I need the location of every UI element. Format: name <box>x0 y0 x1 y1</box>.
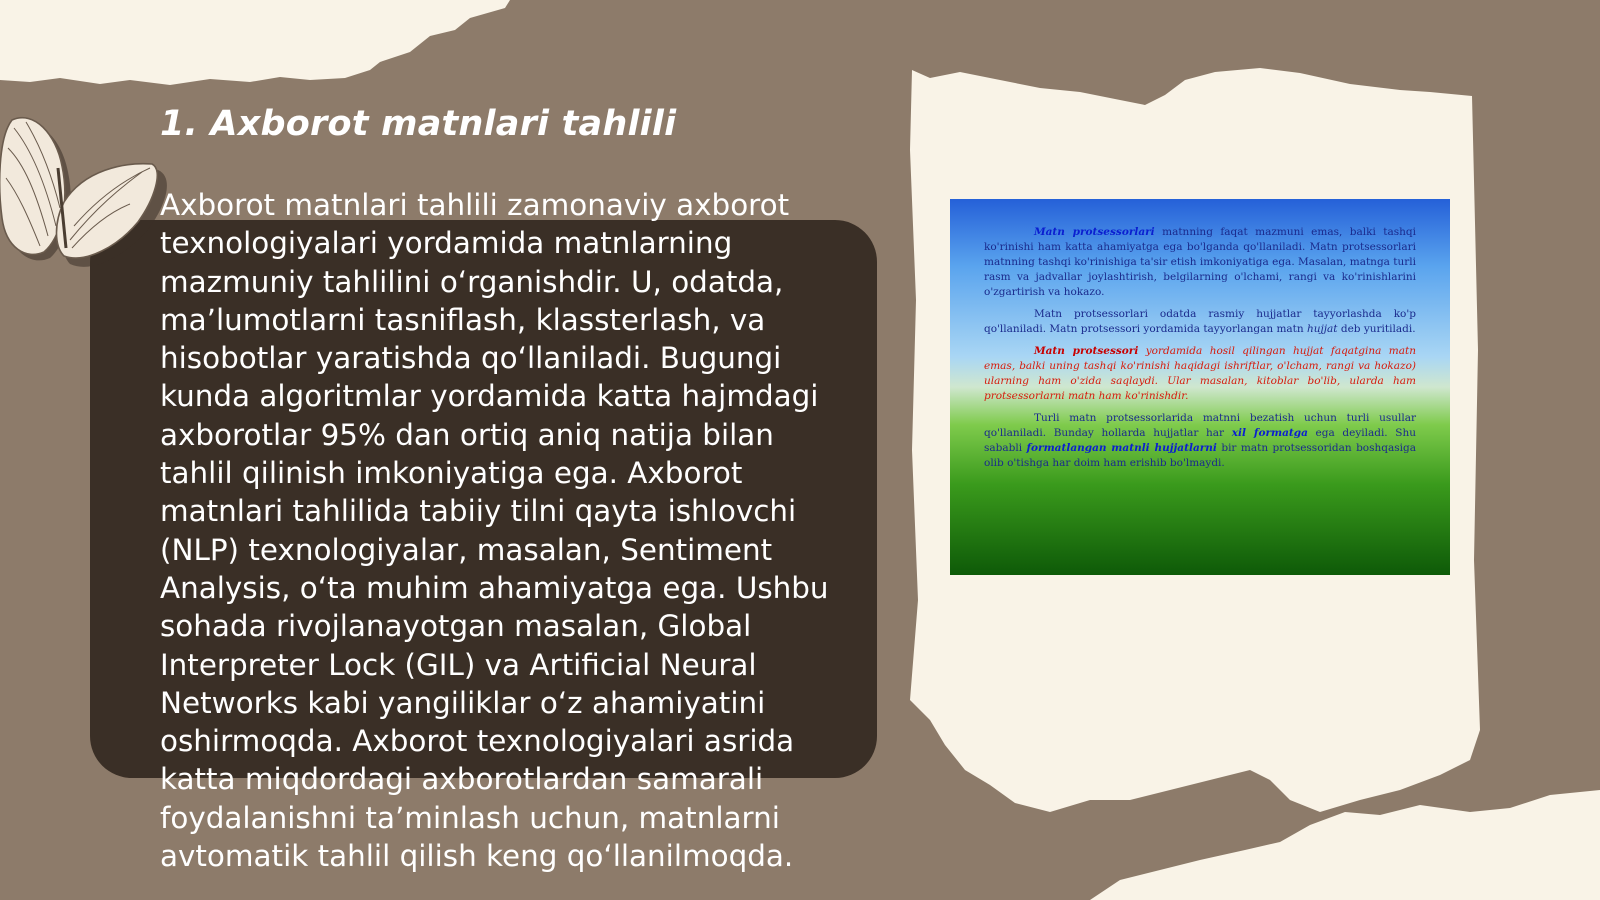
picture-italic: hujjat <box>1307 323 1338 335</box>
picture-text: matnning faqat mazmuni emas, balki tashqi ko'rinishi ham katta ahamiyatga ega bo'lganda qo'llaniladi. Matn protsessorlari matnning tashqi ko'rinishiga ta'sir etish imkoniyatiga ega. Masalan, matnga turli rasm va jadvallar joylashtirish, belgilarning o'lchami, rangi va ko'rinishlarini o'zgartirish va hokazo. <box>984 226 1416 298</box>
torn-paper-top <box>0 0 510 85</box>
picture-emphasis: xil formatga <box>1231 427 1308 439</box>
butterfly-icon <box>0 108 170 276</box>
picture-text: ega deyiladi. Shu sababli <box>984 427 1417 454</box>
embedded-picture <box>950 199 1450 575</box>
picture-paragraph <box>984 225 1416 300</box>
torn-paper-bottom <box>1090 790 1600 900</box>
picture-paragraph <box>984 307 1416 337</box>
slide-title: 1. Axborot matnlari tahlili <box>160 104 677 144</box>
picture-paragraph <box>984 411 1416 471</box>
picture-text: Turli matn protsessorlarida matnni bezatish uchun turli usullar qo'llaniladi. Bunday hollarda hujjatlar har <box>984 412 1416 439</box>
slide-body-text: Axborot matnlari tahlili zamonaviy axborot texnologiyalari yordamida matnlarning mazmuniy tahlilini o‘rganishdir. U, odatda, ma’lumotlarni tasniflash, klassterlash, va hisobotlar yaratishda qo‘llaniladi. Bugungi kunda algoritmlar yordamida katta hajmdagi axborotlar 95% dan ortiq aniq natija bilan tahlil qilinish imkoniyatiga ega. Axborot matnlari tahlilida tabiiy tilni qayta ishlovchi (NLP) texnologiyalar, masalan, Sentiment Analysis, o‘ta muhim ahamiyatga ega. Ushbu sohada rivojlanayotgan masalan, Global Interpreter Lock (GIL) va Artificial Neural Networks kabi yangiliklar o‘z ahamiyatini oshirmoqda. Axborot texnologiyalari asrida katta miqdordagi axborotlardan samarali foydalanishni ta’minlash uchun, matnlarni avtomatik tahlil qilish keng qo‘llanilmoqda. <box>160 188 829 874</box>
picture-paragraph <box>984 344 1416 404</box>
picture-emphasis: formatlangan matnli hujjatlarni <box>1026 442 1217 454</box>
picture-emphasis: Matn protsessori <box>1034 345 1139 357</box>
picture-text: Matn protsessorlari odatda rasmiy hujjatlar tayyorlashda ko'p qo'llaniladi. Matn protsessori yordamida tayyorlangan matn <box>984 308 1416 335</box>
picture-text: yordamida hosil qilingan hujjat faqatgina matn emas, balki uning tashqi ko'rinishi haqidagi ishriftlar, o'lcham, rangi va hokazo) ularning ham o'zida saqlaydi. Ular masalan, kitoblar bo'lib, ularda ham protsessorlarni matn ham ko'rinishdir. <box>984 345 1416 402</box>
picture-text: bir matn protsessoridan boshqasiga olib o'tishga har doim ham erishib bo'lmaydi. <box>984 442 1416 469</box>
picture-emphasis: Matn protsessorlari <box>1034 226 1155 238</box>
picture-text: deb yuritiladi. <box>1337 323 1416 335</box>
